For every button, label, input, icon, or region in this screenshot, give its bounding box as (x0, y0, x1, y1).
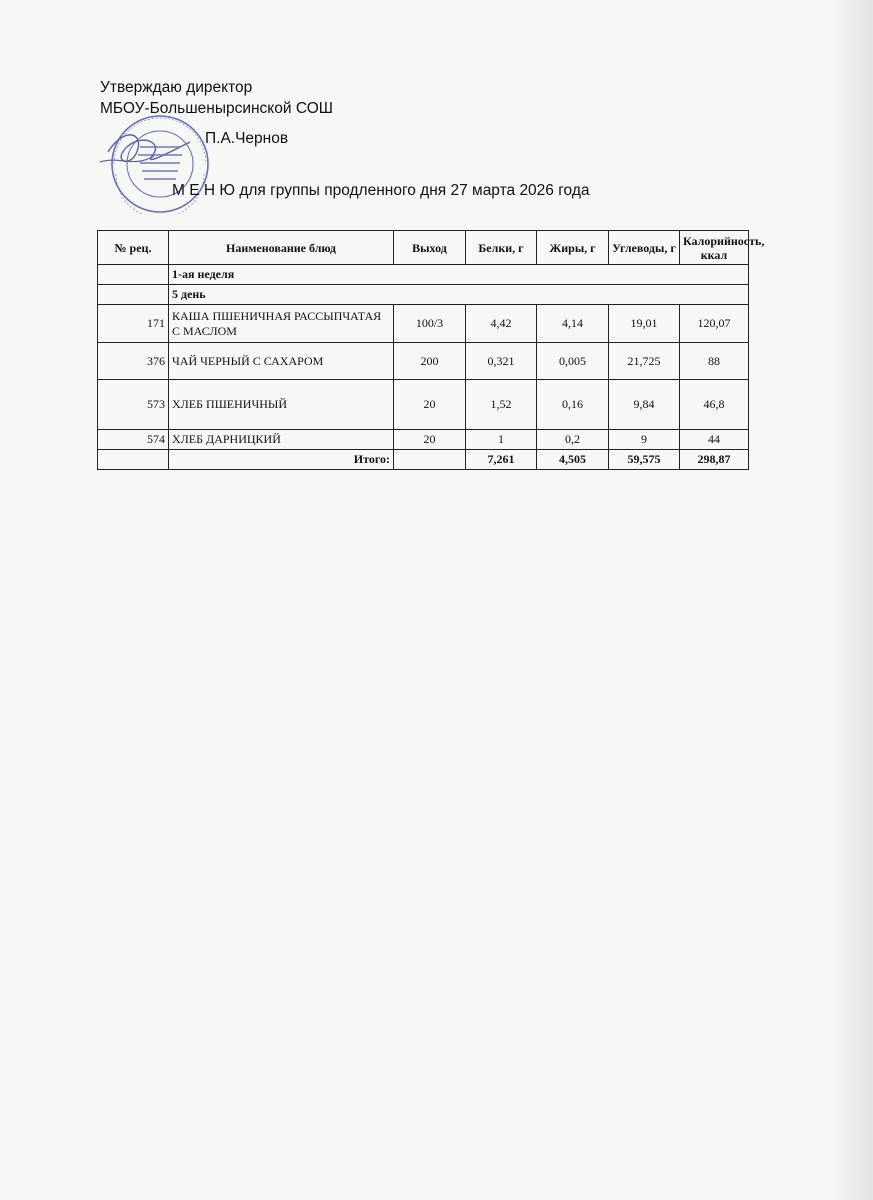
cell-fat: 0,16 (537, 380, 609, 430)
cell-output: 20 (394, 380, 466, 430)
cell-kcal: 88 (680, 343, 749, 380)
menu-title: М Е Н Ю для группы продленного дня 27 марта 2026 года (172, 182, 590, 199)
cell-protein: 1,52 (466, 380, 537, 430)
cell-protein: 4,42 (466, 305, 537, 343)
header-carbs: Углеводы, г (609, 231, 680, 265)
table-row (98, 430, 749, 450)
cell-dish: ХЛЕБ ПШЕНИЧНЫЙ (169, 380, 394, 430)
total-protein: 7,261 (466, 450, 537, 470)
cell-rec: 574 (98, 430, 169, 450)
cell-kcal: 46,8 (680, 380, 749, 430)
cell-output: 20 (394, 430, 466, 450)
header-rec: № рец. (98, 231, 169, 265)
header-protein: Белки, г (466, 231, 537, 265)
total-kcal: 298,87 (680, 450, 749, 470)
week-row (98, 265, 749, 285)
cell-fat: 0,005 (537, 343, 609, 380)
total-fat: 4,505 (537, 450, 609, 470)
cell-fat: 4,14 (537, 305, 609, 343)
table-header-row (98, 231, 749, 265)
header-output: Выход (394, 231, 466, 265)
header-fat: Жиры, г (537, 231, 609, 265)
cell-fat: 0,2 (537, 430, 609, 450)
table-row (98, 305, 749, 343)
cell-carbs: 9 (609, 430, 680, 450)
cell-protein: 0,321 (466, 343, 537, 380)
cell-carbs: 9,84 (609, 380, 680, 430)
header-kcal: Калорийность, ккал (680, 231, 749, 265)
menu-table (97, 230, 765, 470)
cell-carbs: 21,725 (609, 343, 680, 380)
scan-edge-shadow (833, 0, 873, 1200)
week-label: 1-ая неделя (169, 265, 749, 285)
total-carbs: 59,575 (609, 450, 680, 470)
cell-output: 200 (394, 343, 466, 380)
cell-protein: 1 (466, 430, 537, 450)
header-dish: Наименование блюд (169, 231, 394, 265)
cell-dish: ЧАЙ ЧЕРНЫЙ С САХАРОМ (169, 343, 394, 380)
cell-kcal: 44 (680, 430, 749, 450)
total-row (98, 450, 749, 470)
cell-carbs: 19,01 (609, 305, 680, 343)
cell-kcal: 120,07 (680, 305, 749, 343)
approval-line-name: П.А.Чернов (205, 130, 289, 147)
total-label: Итого: (169, 450, 394, 470)
approval-line-school: МБОУ-Большенырсинской СОШ (100, 100, 333, 117)
cell-output: 100/3 (394, 305, 466, 343)
table-row (98, 343, 749, 380)
cell-rec: 171 (98, 305, 169, 343)
cell-rec: 573 (98, 380, 169, 430)
approval-line-director: Утверждаю директор (100, 79, 253, 96)
day-label: 5 день (169, 285, 749, 305)
cell-rec: 376 (98, 343, 169, 380)
cell-dish: КАША ПШЕНИЧНАЯ РАССЫПЧАТАЯ С МАСЛОМ (169, 305, 394, 343)
cell-dish: ХЛЕБ ДАРНИЦКИЙ (169, 430, 394, 450)
day-row (98, 285, 749, 305)
table-row (98, 380, 749, 430)
